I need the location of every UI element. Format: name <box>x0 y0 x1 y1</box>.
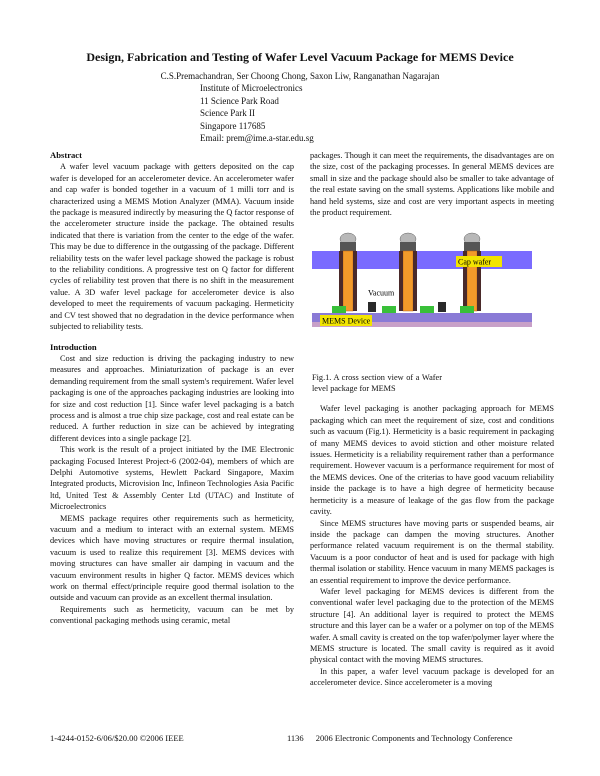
right-column <box>310 150 554 689</box>
intro-paragraph: This work is the result of a project initiated by the IME Electronic packaging Focused Interest Project-6 (2002-04), members of which are Delphi Automotive systems, Hewlett Packard Singapore, Maxim Integrated products, Microvision Inc, Infineon Technologies Asia Pacific ltd, United Test & Assembly Center Ltd (UTAC) and Institute of Microelectronics <box>50 445 294 512</box>
affiliation-line: Science Park II <box>200 108 255 119</box>
mems-device-label: MEMS Device <box>322 316 371 326</box>
cap-wafer-label: Cap wafer <box>458 257 492 267</box>
author-list: C.S.Premachandran, Ser Choong Chong, Saxon Liw, Ranganathan Nagarajan <box>160 71 440 81</box>
body-paragraph: In this paper, a wafer level vacuum package is developed for an accelerometer device. Since accelerometer is a moving <box>310 666 554 688</box>
footer-isbn: 1-4244-0152-6/06/$20.00 ©2006 IEEE <box>50 733 184 743</box>
wafer-cross-section-diagram <box>310 222 554 372</box>
affiliation-email: Email: prem@ime.a-star.edu.sg <box>200 133 314 144</box>
body-paragraph: Since MEMS structures have moving parts or suspended beams, air inside the package can dampen the moving structures. Another performance related vacuum requirement is on the thermal stability. Vacuum is a poor conductor of heat and is used for package with high thermal isolation or stability. Hence vacuum in many MEMS packages is an essential requirement to improve the device performance. <box>310 518 554 585</box>
body-paragraph: Wafer level packaging is another packaging approach for MEMS packaging which can meet the requirement of size, cost and conditions such as vacuum (Fig.1). Hermeticity is a basic requirement in packaging of many MEMS devices to avoid stiction and other moisture related issues. Hermeticity is a reliability requirement rather than a performance requirement. However vacuum is a performance requirement for most of the MEMS devices. One of the criterias to have good vacuum reliability inside the package is to have a high degree of hermeticity because hermeticity is a measure of leakage of the gas flow from the package cavity. <box>310 404 554 517</box>
left-column <box>50 150 294 627</box>
continued-paragraph: packages. Though it can meet the requirements, the disadvantages are on the size, cost of the packaging processes. In general MEMS devices are small in size and the package should also be smaller to take advantage of the real estate saving on the small systems. Applications like mobile and hand held systems, size and cost are very important aspects in meeting the product requirement. <box>310 151 554 218</box>
intro-paragraph: Requirements such as hermeticity, vacuum can be met by conventional packaging methods using ceramic, metal <box>50 604 294 626</box>
abstract-heading: Abstract <box>50 150 82 160</box>
figure-caption: Fig.1. A cross section view of a Wafer level package for MEMS <box>312 373 442 394</box>
intro-paragraph: Cost and size reduction is driving the packaging industry to new measures and approaches. Miniaturization of package is an ever demanding requirement from the small system's requirement. Wafer level packaging is one of the approaches packaging industries are looking into for size and cost reduction [1]. Since wafer level packaging is a batch process and is almost a true chip size package, cost and real estate can be reduced. A further reduction in size can be achieved by integrating different devices into a single package [2]. <box>50 353 294 443</box>
page-number: 1136 <box>287 733 304 743</box>
abstract-text: A wafer level vacuum package with getters deposited on the cap wafer is developed for an accelerometer device. An accelerometer wafer and cap wafer is bonded together in a vacuum of 1 milli torr and is characterized using a MEMS Motion Analyzer (MMA). Vacuum inside the package is measured indirectly by measuring the Q factor response of the accelerometer structure inside the package. The obtained results indicated that there is variation from the center to the edge of the wafer. This may be due to difference in the outgassing of the package. Different reliability tests on the wafer level package showed the package is robust to the reliability conditions. A progressive test on Q factor for different cycles of reliability test proven that there is no shift in the measurement value. A 3D wafer level package for accelerometer device is also developed to meet the requirements of vacuum packaging. Hermeticity and CV test showed that no degradation in the device performance when subjected to reliability tests. <box>50 162 294 332</box>
affiliation-block <box>200 82 314 145</box>
introduction-heading: Introduction <box>50 341 97 352</box>
conference-name: 2006 Electronic Components and Technology Conference <box>315 733 513 743</box>
affiliation-line: Institute of Microelectronics <box>200 83 303 93</box>
intro-paragraph: MEMS package requires other requirements such as hermeticity, vacuum and a medium to interact with an external system. MEMS devices which have moving structures or require thermal insulation, vacuum is used to realize this requirement [3]. MEMS devices with moving structures can have smaller air damping in vacuum and the vacuum environment results in higher Q factor. MEMS devices which work on thermal effect/principle require good thermal isolation to the outside and vacuum can provide as an excellent thermal insulation. <box>50 513 294 603</box>
body-paragraph: Wafer level packaging for MEMS devices is different from the conventional wafer level packaging due to the protection of the MEMS structure [4]. An additional layer is required to protect the MEMS structure and this layer can be a wafer or a polymer on top of the MEMS wafer. A small cavity is created on the top wafer/polymer layer where the MEMS structure is located. The small cavity is required as it avoid physical contact with the moving MEMS structures. <box>310 586 554 665</box>
affiliation-line: Singapore 117685 <box>200 120 266 131</box>
footer-right <box>287 733 525 743</box>
vacuum-label: Vacuum <box>368 288 395 298</box>
paper-title: Design, Fabrication and Testing of Wafer Level Vacuum Package for MEMS Device <box>86 50 514 64</box>
figure-1 <box>310 222 554 372</box>
affiliation-line: 11 Science Park Road <box>200 95 279 106</box>
